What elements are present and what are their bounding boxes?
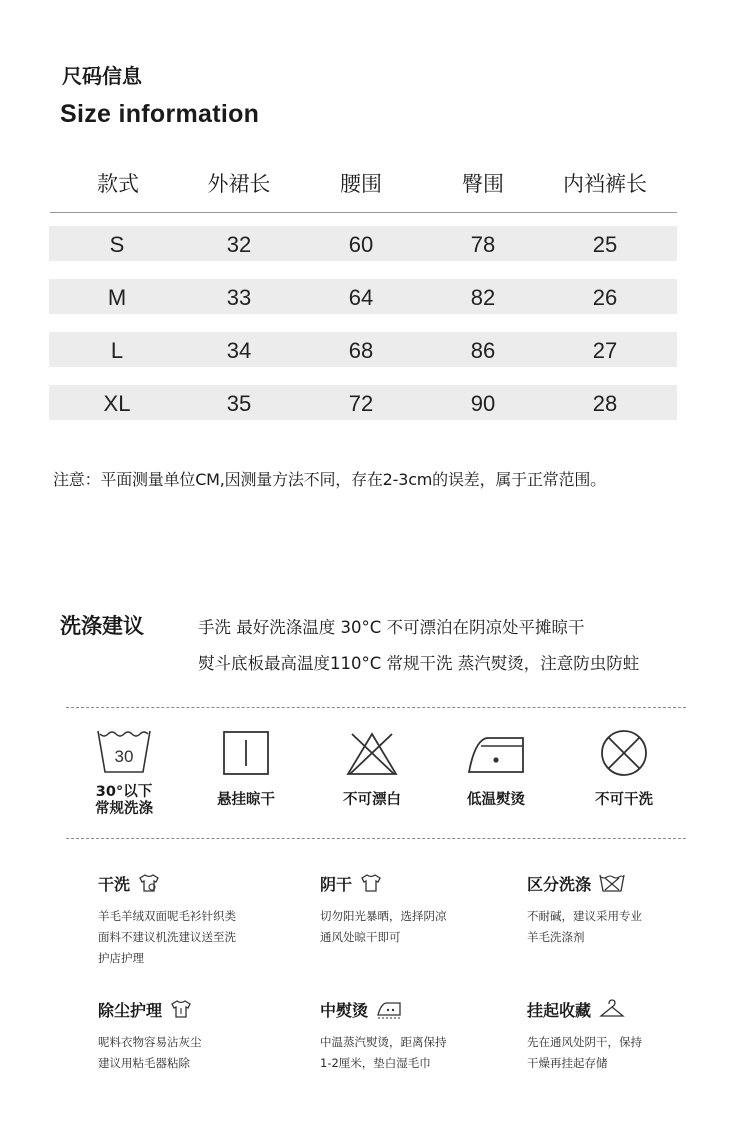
- column-header-inseam: 内裆裤长: [563, 172, 647, 196]
- column-header-hip: 臀围: [462, 172, 504, 196]
- washing-instructions-line2: 熨斗底板最高温度110°C 常规干洗 蒸汽熨烫，注意防虫防蛀: [198, 654, 640, 673]
- dashed-divider-top: [66, 707, 686, 708]
- care-label-low-iron: 低温熨烫: [467, 792, 525, 808]
- table-cell: 32: [226, 232, 252, 257]
- table-cell: 33: [226, 285, 252, 310]
- table-cell: 82: [470, 285, 496, 310]
- table-row: [49, 279, 677, 314]
- dry-clean-shirt-icon: [138, 873, 160, 893]
- wash-30-icon: [96, 728, 152, 778]
- tip-dust-care: [98, 998, 293, 1074]
- tip-title-hang-storage: 挂起收藏: [527, 1000, 592, 1020]
- care-label-wash-30-line2: 常规洗涤: [95, 801, 153, 817]
- table-cell: 78: [470, 232, 496, 257]
- size-info-title-en: Size information: [60, 100, 260, 128]
- column-header-skirt-length: 外裙长: [207, 172, 271, 196]
- tip-line: 呢料衣物容易沾灰尘: [98, 1035, 202, 1049]
- table-row: [49, 332, 677, 367]
- table-cell: 72: [348, 391, 374, 416]
- table-row: [49, 226, 677, 261]
- no-bleach-icon: [344, 728, 400, 778]
- table-cell: 90: [470, 391, 496, 416]
- care-label-wash-30-line1: 30°以下: [95, 784, 153, 800]
- table-cell: S: [109, 232, 125, 257]
- care-symbol-hang-dry: [186, 728, 306, 809]
- tip-line: 通风处晾干即可: [320, 930, 401, 944]
- table-divider: [50, 212, 677, 213]
- tip-separate-wash: [527, 872, 722, 948]
- tip-title-dry-clean: 干洗: [98, 874, 131, 894]
- tip-line: 切勿阳光暴晒，选择阴凉: [320, 909, 447, 923]
- table-cell: 35: [226, 391, 252, 416]
- care-label-no-bleach: 不可漂白: [343, 792, 401, 808]
- hang-dry-icon: [218, 728, 274, 778]
- tip-line: 建议用粘毛器粘除: [98, 1056, 190, 1070]
- care-symbol-no-bleach: [312, 728, 432, 809]
- table-cell: M: [107, 285, 127, 310]
- table-cell: 27: [592, 338, 618, 363]
- tip-medium-iron: [320, 998, 515, 1074]
- tip-shade-dry: [320, 872, 515, 948]
- tip-hang-storage: [527, 998, 722, 1074]
- tip-line: 面料不建议机洗建议送至洗: [98, 930, 236, 944]
- dust-care-shirt-icon: [170, 999, 192, 1019]
- table-cell: L: [110, 338, 124, 363]
- table-cell: 25: [592, 232, 618, 257]
- care-label-hang-dry: 悬挂晾干: [217, 792, 275, 808]
- shade-dry-shirt-icon: [360, 873, 382, 893]
- tip-line: 不耐碱，建议采用专业: [527, 909, 642, 923]
- tip-line: 1-2厘米，垫白湿毛巾: [320, 1056, 431, 1070]
- table-cell: XL: [103, 391, 131, 416]
- measurement-note: 注意：平面测量单位CM,因测量方法不同，存在2-3cm的误差，属于正常范围。: [53, 470, 606, 489]
- hanger-icon: [599, 998, 625, 1020]
- tip-line: 护店护理: [98, 951, 144, 965]
- table-cell: 64: [348, 285, 374, 310]
- tip-title-dust-care: 除尘护理: [98, 1000, 163, 1020]
- care-symbol-low-iron: [436, 728, 556, 809]
- tip-dry-clean: [98, 872, 293, 969]
- table-cell: 26: [592, 285, 618, 310]
- table-cell: 28: [592, 391, 618, 416]
- column-header-style: 款式: [97, 172, 139, 196]
- dashed-divider-bottom: [66, 838, 686, 839]
- table-row: [49, 385, 677, 420]
- care-symbol-no-dry-clean: [564, 728, 684, 809]
- tip-line: 羊毛洗涤剂: [527, 930, 585, 944]
- separate-wash-icon: [599, 873, 625, 893]
- medium-iron-icon: [376, 999, 402, 1019]
- tip-title-medium-iron: 中熨烫: [320, 1000, 369, 1020]
- tip-line: 中温蒸汽熨烫，距离保持: [320, 1035, 447, 1049]
- size-info-title-cn: 尺码信息: [62, 64, 142, 88]
- table-cell: 60: [348, 232, 374, 257]
- tip-line: 干燥再挂起存储: [527, 1056, 608, 1070]
- table-cell: 34: [226, 338, 252, 363]
- washing-instructions-line1: 手洗 最好洗涤温度 30°C 不可漂泊在阴凉处平摊晾干: [198, 618, 585, 637]
- tip-line: 先在通风处阴干，保持: [527, 1035, 642, 1049]
- column-header-waist: 腰围: [340, 172, 382, 196]
- low-iron-icon: [465, 728, 527, 778]
- wash-temp-text: 30: [114, 747, 134, 766]
- care-symbol-wash-30: [64, 728, 184, 818]
- tip-title-shade-dry: 阴干: [320, 874, 353, 894]
- tip-line: 羊毛羊绒双面呢毛衫针织类: [98, 909, 236, 923]
- table-cell: 86: [470, 338, 496, 363]
- no-dry-clean-icon: [596, 728, 652, 778]
- washing-title: 洗涤建议: [60, 614, 144, 638]
- care-label-no-dry-clean: 不可干洗: [595, 792, 653, 808]
- table-cell: 68: [348, 338, 374, 363]
- tip-title-separate-wash: 区分洗涤: [527, 874, 592, 894]
